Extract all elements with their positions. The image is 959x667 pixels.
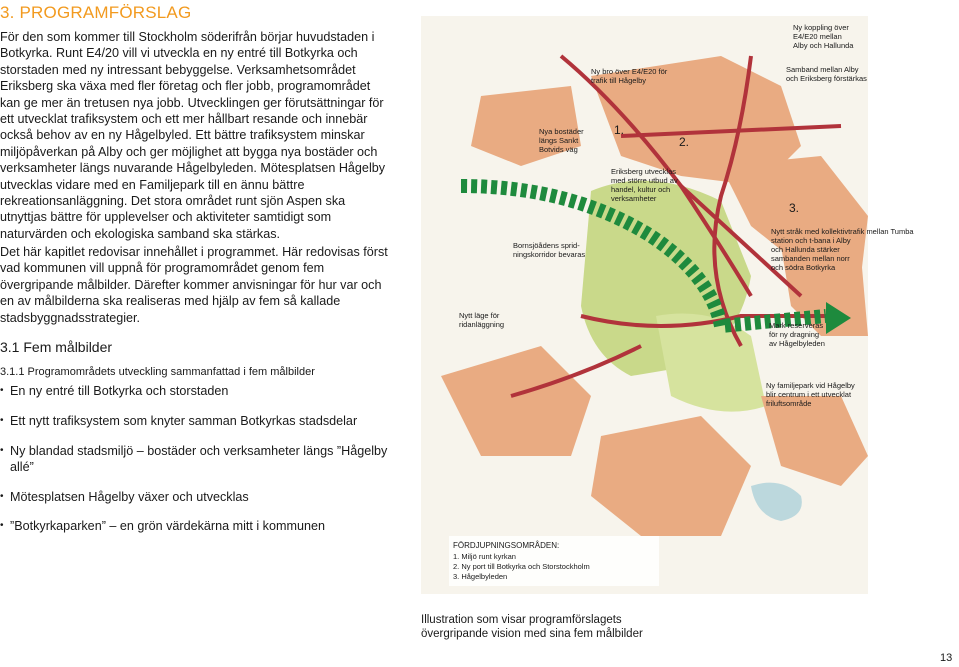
section-heading: 3.1 Fem målbilder xyxy=(0,339,113,355)
goal-item: • Ny blandad stadsmiljö – bostäder och verksamheter längs ”Hågelby allé” xyxy=(0,443,388,476)
callout-ny-bro: Ny bro över E4/E20 för trafik till Hågelby xyxy=(591,67,668,85)
goal-item: • ”Botkyrkaparken” – en grön värdekärna mitt i kommunen xyxy=(0,518,388,534)
zone-number: 1. xyxy=(614,123,625,137)
legend-title: FÖRDJUPNINGSOMRÅDEN: xyxy=(453,541,560,550)
chapter-paragraph: Det här kapitlet redovisar innehållet i programmet. Här redovisas först vad kommunen vill uppnå för programområdet genom fem övergripande målbilder. Därefter kommer anvisningar för hur var och en av målbilderna ska realiseras med hjälp av fem så kallade stadsbyggnadsstrategier. xyxy=(0,245,388,325)
legend-item: 1. Miljö runt kyrkan xyxy=(453,552,516,561)
callout-eriksberg: Eriksberg utvecklas med större utbud av handel, kultur och verksamheter xyxy=(611,167,678,203)
callout-ny-koppling: Ny koppling över E4/E20 mellan Alby och Hallunda xyxy=(793,23,854,50)
callout-nytt-lage: Nytt läge för ridanläggning xyxy=(459,311,505,329)
goals-list xyxy=(0,383,388,534)
callout-mark-reserveras: Mark reserveras för ny dragning av Hågelbyleden xyxy=(769,321,825,348)
subsection-heading: 3.1.1 Programområdets utveckling sammanfattad i fem målbilder xyxy=(0,366,315,378)
page-number: 13 xyxy=(940,652,953,664)
callout-bornsjo: Bornsjöådens sprid- ningskorridor bevaras xyxy=(513,241,586,259)
intro-paragraph: För den som kommer till Stockholm söderifrån börjar huvudstaden i Botkyrka. Runt E4/20 vill vi utveckla en ny entré till Botkyrka och storstaden med ny intressant bebyggelse. Verksamhetsområdet Eriksberg ska växa med fler företag och fler jobb, programområdet kan ge mer än tretusen nya jobb. Utvecklingen ger förutsättningar för ett utvecklat trafiksystem och ett mer hållbart resande och innebär också behov av en ny Hågelbyled. Ett bättre trafiksystem minskar miljöpåverkan på Alby och ger möjlighet att bygga nya bostäder och verksamheter längs nuvarande Hågelbyleden. Mötesplatsen Hågelby utvecklas vidare med en Familjepark till en ännu bättre rekreationsanläggning. Det stora området runt sjön Aspen ska utnyttjas bättre för upplevelser och aktiviteter samtidigt som naturvärden och ekologiska samband ska stärkas. xyxy=(0,30,386,241)
zone-number: 3. xyxy=(789,201,800,215)
legend-item: 2. Ny port till Botkyrka och Storstockholm xyxy=(453,562,590,571)
zone-number: 2. xyxy=(679,135,690,149)
callout-nya-bostader: Nya bostäder längs Sankt Botvids väg xyxy=(539,127,584,154)
map-caption: Illustration som visar programförslagets övergripande vision med sina fem målbilder xyxy=(421,614,643,640)
legend-item: 3. Hågelbyleden xyxy=(453,572,508,581)
goal-item: • En ny entré till Botkyrka och storstaden xyxy=(0,383,388,399)
goal-item: • Ett nytt trafiksystem som knyter samman Botkyrkas stadsdelar xyxy=(0,413,388,429)
callout-samband: Samband mellan Alby och Eriksberg förstärkas xyxy=(786,65,867,83)
page-heading: 3. PROGRAMFÖRSLAG xyxy=(0,3,192,22)
vision-map xyxy=(421,16,914,594)
map-legend xyxy=(449,536,659,586)
callout-nytt-strak: Nytt stråk med kollektivtrafik mellan Tumba station och t-bana i Alby och Hallunda stärker sambanden mellan norr och södra Botkyrka xyxy=(771,227,914,272)
callout-familjepark: Ny familjepark vid Hågelby blir centrum i ett utvecklat friluftsområde xyxy=(766,381,855,408)
goal-item: • Mötesplatsen Hågelby växer och utvecklas xyxy=(0,489,388,505)
